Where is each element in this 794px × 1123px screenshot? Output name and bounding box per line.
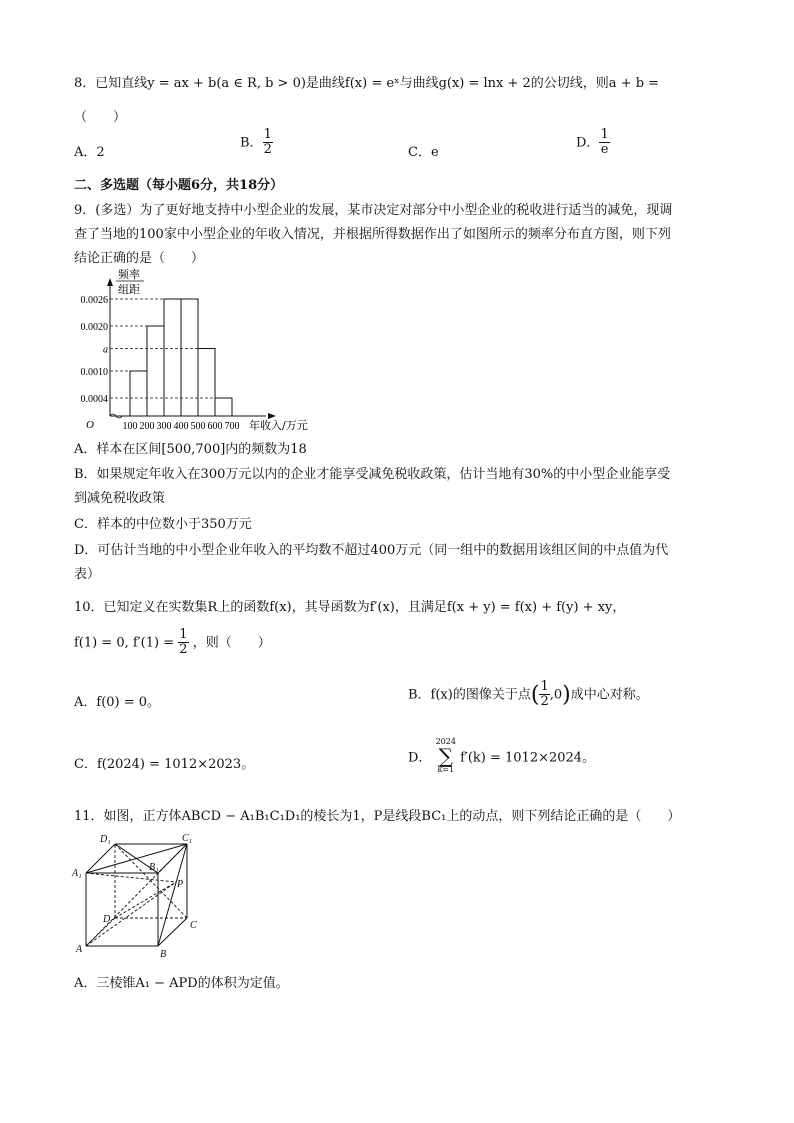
vertex-b1-label: B₁	[149, 862, 159, 873]
x-tick-label: 200	[139, 421, 155, 432]
q11-stem: 11．如图，正方体ABCD − A₁B₁C₁D₁的棱长为1，P是线段BC₁上的动点，则下列结论正确的是（ ）	[74, 809, 681, 824]
q10-option-d-prefix: D．	[408, 750, 432, 766]
q10-option-b: B．f(x)的图像关于点( $\frac{1}{2}$ ,0)成中心对称。	[408, 679, 649, 710]
vertex-a1-label: A₁	[72, 868, 82, 879]
q8-option-d	[576, 128, 610, 158]
histogram-bar	[215, 398, 232, 416]
histogram-bar	[130, 371, 147, 416]
q10-line2-conditions: f(1) = 0, f′(1) =	[74, 635, 175, 651]
q9-line1: 9．(多选）为了更好地支持中小型企业的发展，某市决定对部分中小型企业的税收进行适当的减免，现调	[74, 203, 673, 218]
y-tick-label: 0.0010	[80, 367, 108, 378]
origin-label: O	[86, 419, 94, 431]
frequency-histogram	[66, 268, 356, 434]
line-bc1	[158, 844, 187, 946]
y-tick-label: 0.0026	[80, 295, 108, 306]
q8-option-d-den: e	[600, 142, 609, 158]
line-dp	[115, 882, 176, 918]
y-label-bottom: 组距	[118, 283, 140, 296]
q10-option-b-y: ,0	[549, 687, 563, 703]
q11-option-a: A．三棱锥A₁ − APD的体积为定值。	[74, 976, 289, 991]
y-tick-label: 0.0020	[80, 322, 108, 333]
q9-line3: 结论正确的是（ ）	[74, 251, 205, 266]
q8-option-c: C．e	[408, 145, 439, 160]
q8-blank: （ ）	[74, 110, 127, 125]
q10-option-b-num: 1	[540, 679, 549, 694]
x-axis-label: 年收入/万元	[249, 419, 308, 432]
x-tick-label: 400	[173, 421, 189, 432]
x-tick-label: 600	[207, 421, 223, 432]
x-tick-label: 100	[122, 421, 138, 432]
q10-option-b-text: B．f(x)的图像关于点	[408, 687, 531, 703]
histogram-bar	[164, 299, 181, 416]
sum-symbol	[436, 738, 456, 774]
q8-option-a: A．2	[74, 145, 105, 160]
q9-line2: 查了当地的100家中小型企业的年收入情况，并根据所得数据作出了如图所示的频率分布直方图，则下列	[74, 227, 671, 242]
q10-line2	[74, 628, 271, 658]
vertex-b-label: B	[160, 949, 167, 960]
q10-option-d	[408, 738, 595, 774]
q10-option-a: A．f(0) = 0。	[74, 695, 161, 710]
vertex-c1-label: C₁	[182, 833, 193, 844]
q8-option-b-num: 1	[263, 127, 272, 142]
histogram-bar	[181, 299, 198, 416]
q10-option-c: C．f(2024) = 1012×2023。	[74, 757, 255, 772]
q8-option-b-prefix: B．	[240, 135, 263, 151]
vertex-a-label: A	[76, 944, 83, 955]
line-ap	[86, 882, 176, 946]
x-tick-label: 300	[156, 421, 172, 432]
q9-option-b-line1: B．如果规定年收入在300万元以内的企业才能享受减免税收政策，估计当地有30%的中小型企业能享受	[74, 467, 671, 482]
point-p-label: P	[177, 879, 184, 890]
q9-option-d-line2: 表）	[74, 567, 101, 582]
cube-figure	[70, 830, 210, 960]
y-label-top: 频率	[118, 268, 140, 281]
q10-line2-den: 2	[179, 642, 188, 658]
q8-option-d-num: 1	[600, 127, 609, 142]
q8-stem: 8．已知直线y = ax + b(a ∈ R, b > 0)是曲线f(x) = eˣ与曲线g(x) = lnx + 2的公切线，则a + b =	[74, 76, 660, 91]
q10-line2-num: 1	[179, 627, 188, 642]
q9-option-b-line2: 到减免税收政策	[74, 491, 166, 506]
sum-lower-limit: k=1	[437, 765, 455, 774]
q10-line2-tail: ，则（ ）	[192, 635, 271, 651]
vertex-d-label: D	[103, 914, 111, 925]
y-axis-arrow-icon	[107, 278, 113, 286]
y-tick-label: 0.0004	[80, 394, 108, 405]
q8-option-d-prefix: D．	[576, 135, 600, 151]
y-tick-label: a	[103, 344, 108, 356]
q9-option-a: A．样本在区间[500,700]内的频数为18	[74, 442, 307, 457]
q10-option-b-tail: 成中心对称。	[570, 687, 649, 703]
vertex-c-label: C	[190, 920, 197, 931]
section2-title: 二、多选题（每小题6分，共18分）	[74, 178, 284, 193]
line-a1p	[86, 873, 176, 882]
q10-option-b-den: 2	[540, 694, 549, 710]
q10-line1: 10．已知定义在实数集R上的函数f(x)，其导函数为f′(x)，且满足f(x + y) = f(x) + f(y) + xy，	[74, 600, 626, 615]
sigma-icon: ∑	[438, 744, 453, 768]
q10-option-d-tail: f′(k) = 1012×2024。	[460, 750, 596, 766]
vertex-d1-label: D₁	[100, 834, 111, 845]
histogram-bar	[198, 349, 215, 417]
x-tick-label: 700	[224, 421, 240, 432]
histogram-bar	[147, 326, 164, 416]
sum-upper-limit: 2024	[435, 737, 456, 746]
q9-option-c: C．样本的中位数小于350万元	[74, 517, 252, 532]
x-tick-label: 500	[190, 421, 206, 432]
q9-option-d-line1: D．可估计当地的中小型企业年收入的平均数不超过400万元（同一组中的数据用该组区间的中点值为代	[74, 543, 669, 558]
q8-option-b-den: 2	[263, 142, 272, 158]
q8-option-b	[240, 128, 273, 158]
